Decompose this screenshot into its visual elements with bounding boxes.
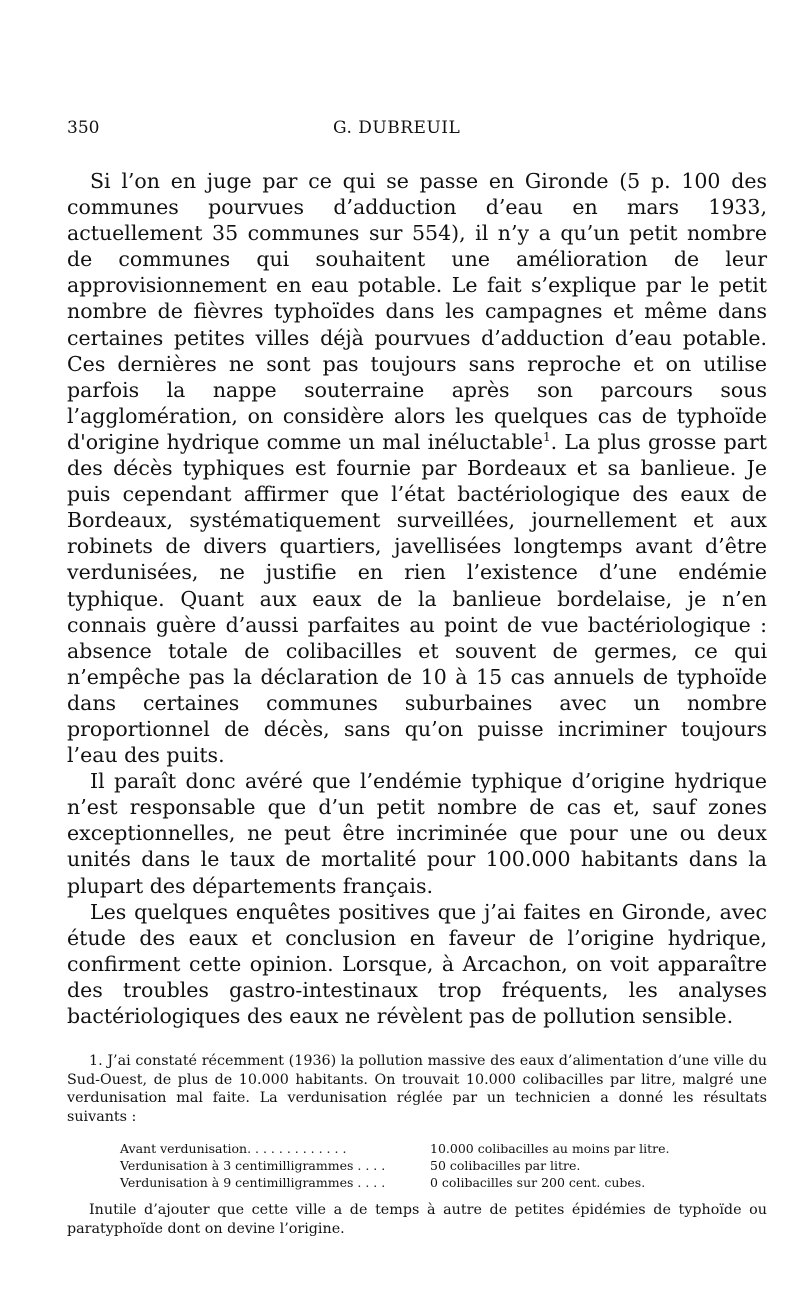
- results-label: Verdunisation à 3 centimilligrammes . . . .: [120, 1158, 386, 1174]
- results-row: [67, 1174, 767, 1191]
- page-header: [67, 118, 767, 142]
- running-head: G. DUBREUIL: [333, 118, 461, 138]
- footnote-text: 1. J’ai constaté récemment (1936) la pollution massive des eaux d’alimentation d’une ville du Sud-Ouest, de plus de 10.000 habitants. On trouvait 10.000 colibacilles par litre, malgré une verdunisation mal faite. La verdunisation réglée par un technicien a donné les résultats suivants :: [67, 1053, 767, 1125]
- results-row: [67, 1157, 767, 1174]
- footnote-closing: Inutile d’ajouter que cette ville a de temps à autre de petites épidémies de typhoïde ou paratyphoïde dont on devine l’origine.: [67, 1202, 767, 1237]
- paragraph-1: [67, 168, 767, 768]
- paragraph-2: Il paraît donc avéré que l’endémie typhique d’origine hydrique n’est responsable que d’un petit nombre de cas et, sauf zones exceptionnelles, ne peut être incriminée que pour une ou deux unités dans le taux de mortalité pour 100.000 habitants dans la plupart des départements français.: [67, 769, 767, 898]
- results-value: 50 colibacilles par litre.: [430, 1158, 581, 1174]
- results-value: 10.000 colibacilles au moins par litre.: [430, 1141, 670, 1157]
- footnote-section: [67, 1052, 767, 1239]
- results-row: [67, 1140, 767, 1157]
- paragraph-3: Les quelques enquêtes positives que j’ai faites en Gironde, avec étude des eaux et conclusion en faveur de l’origine hydrique, confirment cette opinion. Lorsque, à Arcachon, on voit apparaître des troubles gastro-intestinaux trop fréquents, les analyses bactériologiques des eaux ne révèlent pas de pollution sensible.: [67, 899, 767, 1028]
- results-label: Avant verdunisation. . . . . . . . . . . . .: [120, 1141, 347, 1157]
- body-text: [67, 168, 767, 1029]
- results-value: 0 colibacilles sur 200 cent. cubes.: [430, 1175, 646, 1191]
- paragraph-1-text: Si l’on en juge par ce qui se passe en Gironde (5 p. 100 des communes pourvues d’adduction d’eau en mars 1933, actuellement 35 communes sur 554), il n’y a qu’un petit nombre de communes qui souhaitent une amélioration de leur approvisionnement en eau potable. Le fait s’explique par le petit nombre de fièvres typhoïdes dans les campagnes et même dans certaines petites villes déjà pourvues d’adduction d’eau potable. Ces dernières ne sont pas toujours sans reproche et on utilise parfois la nappe souterraine après son parcours sous l’agglomération, on considère alors les quelques cas de typhoïde d'origine hydrique comme un mal inéluctable: [67, 169, 767, 454]
- footnote-marker: 1: [543, 430, 551, 445]
- page-number: 350: [67, 118, 100, 138]
- paragraph-1-continued: . La plus grosse part des décès typhiques est fournie par Bordeaux et sa banlieue. Je puis cependant affirmer que l’état bactériologique des eaux de Bordeaux, systématiquement surveillées, journellement et aux robinets de divers quartiers, javellisées longtemps avant d’être verdunisées, ne justifie en rien l’existence d’une endémie typhique. Quant aux eaux de la banlieue bordelaise, je n’en connais guère d’aussi parfaites au point de vue bactériologique : absence totale de colibacilles et souvent de germes, ce qui n’empêche pas la déclaration de 10 à 15 cas annuels de typhoïde dans certaines communes suburbaines avec un nombre proportionnel de décès, sans qu’on puisse incriminer toujours l’eau des puits.: [67, 429, 767, 768]
- results-label: Verdunisation à 9 centimilligrammes . . . .: [120, 1175, 386, 1191]
- results-table: [67, 1140, 767, 1191]
